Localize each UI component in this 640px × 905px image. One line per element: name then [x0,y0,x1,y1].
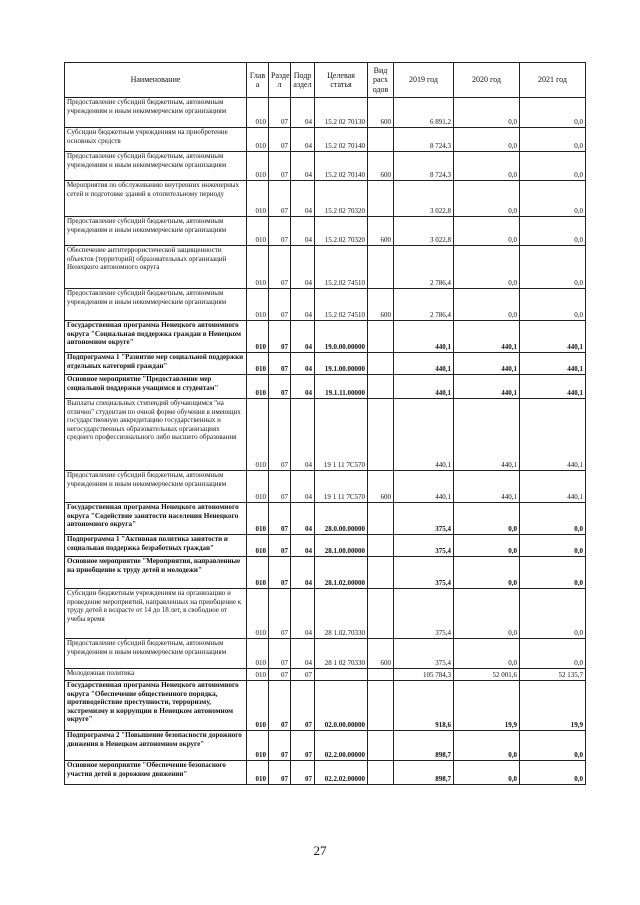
table-row [65,128,586,152]
cell-vid [368,353,394,375]
cell-vid [368,669,394,681]
cell-2021: 0,0 [520,761,586,785]
cell-2019: 375,4 [394,557,454,589]
cell-vid [368,375,394,399]
cell-razdel: 07 [269,353,291,375]
cell-glava: 010 [247,353,269,375]
cell-glava: 010 [247,471,269,503]
cell-vid: 600 [368,152,394,181]
cell-name: Государственная программа Ненецкого автономного округа "Обеспечение общественного порядка, противодействие преступности, терроризму, экстремизму и коррупции в Ненецком автономном округе" [65,681,247,731]
cell-2021: 0,0 [520,181,586,217]
cell-2019: 898,7 [394,761,454,785]
header-vid: Вид расх одов [368,63,394,98]
cell-name: Предоставление субсидий бюджетным, автономным учреждениям и иным некоммерческим организациям [65,289,247,321]
cell-2020: 0,0 [454,181,520,217]
cell-name: Предоставление субсидий бюджетным, автономным учреждениям и иным некоммерческим организациям [65,152,247,181]
table-row [65,731,586,761]
cell-2020: 0,0 [454,503,520,535]
cell-razdel: 07 [269,557,291,589]
cell-target: 15.2.02 74510 [315,246,368,289]
cell-2019: 3 022,8 [394,181,454,217]
table-row [65,246,586,289]
cell-glava: 010 [247,181,269,217]
cell-glava: 010 [247,289,269,321]
cell-2020: 440,1 [454,353,520,375]
cell-name: Основное мероприятие "Обеспечение безопасного участия детей в дорожном движении" [65,761,247,785]
cell-2019: 440,1 [394,399,454,471]
cell-2020: 0,0 [454,589,520,639]
table-row [65,761,586,785]
cell-podrazdel: 04 [291,152,315,181]
header-razdel: Разде л [269,63,291,98]
page-number: 27 [313,843,327,858]
cell-2020: 0,0 [454,246,520,289]
cell-glava: 010 [247,128,269,152]
cell-2021: 0,0 [520,535,586,557]
cell-2020: 0,0 [454,152,520,181]
cell-2019: 440,1 [394,353,454,375]
cell-glava: 010 [247,535,269,557]
cell-target: 19.0.00.00000 [315,321,368,353]
cell-glava: 010 [247,761,269,785]
cell-2021: 0,0 [520,289,586,321]
cell-target: 19.1.11.00000 [315,375,368,399]
cell-target: 28.1.00.00000 [315,535,368,557]
cell-2019: 440,1 [394,471,454,503]
table-row [65,639,586,669]
table-row [65,535,586,557]
cell-2020: 440,1 [454,471,520,503]
cell-podrazdel: 07 [291,761,315,785]
cell-podrazdel: 07 [291,681,315,731]
cell-glava: 010 [247,375,269,399]
cell-2021: 0,0 [520,503,586,535]
cell-vid: 600 [368,289,394,321]
cell-target: 19 1 11 7С570 [315,399,368,471]
cell-glava: 010 [247,246,269,289]
cell-2019: 2 786,4 [394,246,454,289]
cell-vid [368,246,394,289]
cell-glava: 010 [247,321,269,353]
cell-name: Молодежная политика [65,669,247,681]
cell-vid [368,321,394,353]
cell-2020: 19,9 [454,681,520,731]
table-row [65,217,586,246]
cell-name: Предоставление субсидий бюджетным, автономным учреждениям и иным некоммерческим организациям [65,217,247,246]
cell-name: Обеспечение антитеррористической защищенности объектов (территорий) образовательных организаций Ненецкого автономного округа [65,246,247,289]
cell-2019: 6 891,2 [394,98,454,128]
cell-2021: 0,0 [520,217,586,246]
cell-razdel: 07 [269,535,291,557]
cell-name: Основное мероприятие "Предоставление мер социальной поддержки учащимся и студентам" [65,375,247,399]
cell-2019: 440,1 [394,375,454,399]
cell-glava: 010 [247,152,269,181]
table-row [65,98,586,128]
cell-podrazdel: 04 [291,399,315,471]
cell-name: Государственная программа Ненецкого автономного округа "Содействие занятости населения Ненецкого автономного округа" [65,503,247,535]
cell-2021: 0,0 [520,98,586,128]
cell-2019: 918,6 [394,681,454,731]
cell-name: Выплаты специальных стипендий обучающимся "на отлично" студентам по очной форме обучения в имеющих государственную аккредитацию государственных и негосударственных образовательных организациях среднего профессионального либо высшего образования [65,399,247,471]
cell-razdel: 07 [269,639,291,669]
cell-podrazdel: 07 [291,731,315,761]
cell-2019: 375,4 [394,589,454,639]
cell-podrazdel: 04 [291,181,315,217]
cell-podrazdel: 04 [291,353,315,375]
table-row [65,375,586,399]
cell-glava: 010 [247,503,269,535]
cell-vid: 600 [368,471,394,503]
cell-vid [368,535,394,557]
cell-razdel: 07 [269,681,291,731]
cell-podrazdel: 04 [291,217,315,246]
cell-target: 02.2.00.00000 [315,731,368,761]
cell-2020: 440,1 [454,375,520,399]
cell-name: Подпрограмма 2 "Повышение безопасности дорожного движения в Ненецком автономном округе" [65,731,247,761]
cell-target: 28.1.02.00000 [315,557,368,589]
cell-podrazdel: 04 [291,639,315,669]
cell-podrazdel: 07 [291,669,315,681]
cell-razdel: 07 [269,589,291,639]
cell-2021: 0,0 [520,246,586,289]
cell-2021: 440,1 [520,399,586,471]
table-header-row [65,63,586,98]
cell-2019: 898,7 [394,731,454,761]
cell-2021: 0,0 [520,557,586,589]
cell-2020: 0,0 [454,128,520,152]
cell-2020: 0,0 [454,557,520,589]
header-podrazdel: Подр аздел [291,63,315,98]
cell-2021: 52 135,7 [520,669,586,681]
cell-2021: 440,1 [520,321,586,353]
cell-2019: 105 784,3 [394,669,454,681]
table-body [65,98,586,785]
cell-vid [368,761,394,785]
cell-2020: 0,0 [454,761,520,785]
cell-2021: 19,9 [520,681,586,731]
cell-glava: 010 [247,731,269,761]
cell-target: 19 1 11 7С570 [315,471,368,503]
cell-vid [368,731,394,761]
cell-vid: 600 [368,98,394,128]
cell-glava: 010 [247,589,269,639]
cell-target: 15.2 02 70140 [315,152,368,181]
cell-name: Подпрограмма 1 "Развитие мер социальной поддержки отдельных категорий граждан" [65,353,247,375]
cell-target [315,669,368,681]
header-2020: 2020 год [454,63,520,98]
cell-name: Государственная программа Ненецкого автономного округа "Социальная поддержка граждан в Ненецком автономном округе" [65,321,247,353]
cell-razdel: 07 [269,669,291,681]
cell-razdel: 07 [269,321,291,353]
cell-2019: 375,4 [394,639,454,669]
cell-vid [368,557,394,589]
budget-table [64,62,586,785]
header-target: Целевая статья [315,63,368,98]
cell-glava: 010 [247,681,269,731]
table-row [65,681,586,731]
cell-razdel: 07 [269,503,291,535]
cell-glava: 010 [247,639,269,669]
cell-target: 28 1.02.70330 [315,589,368,639]
cell-vid: 600 [368,639,394,669]
cell-vid: 600 [368,217,394,246]
table-row [65,471,586,503]
cell-2019: 3 022,8 [394,217,454,246]
cell-2020: 0,0 [454,639,520,669]
cell-name: Предоставление субсидий бюджетным, автономным учреждениям и иным некоммерческим организациям [65,471,247,503]
cell-2021: 440,1 [520,471,586,503]
cell-2019: 440,1 [394,321,454,353]
table-row [65,289,586,321]
cell-target: 02.0.00.00000 [315,681,368,731]
header-2021: 2021 год [520,63,586,98]
cell-target: 15.2 02 70140 [315,128,368,152]
cell-razdel: 07 [269,471,291,503]
cell-2020: 0,0 [454,289,520,321]
cell-podrazdel: 04 [291,589,315,639]
cell-name: Субсидии бюджетным учреждениям на приобретение основных средств [65,128,247,152]
cell-2019: 2 786,4 [394,289,454,321]
cell-glava: 010 [247,669,269,681]
cell-name: Мероприятия по обслуживанию внутренних инженерных сетей и подготовке зданий к отопительному периоду [65,181,247,217]
cell-2021: 0,0 [520,639,586,669]
cell-razdel: 07 [269,731,291,761]
cell-2019: 375,4 [394,535,454,557]
cell-2020: 0,0 [454,98,520,128]
cell-podrazdel: 04 [291,321,315,353]
cell-podrazdel: 04 [291,246,315,289]
cell-podrazdel: 04 [291,375,315,399]
cell-target: 15.2 02 70130 [315,98,368,128]
cell-name: Субсидии бюджетным учреждениям на организацию и проведение мероприятий, направленных на приобщение к труду детей в возрасте от 14 до 18 лет, в свободное от учебы время [65,589,247,639]
cell-podrazdel: 04 [291,128,315,152]
table-row [65,321,586,353]
cell-2020: 440,1 [454,399,520,471]
header-name: Наименование [65,63,247,98]
cell-podrazdel: 04 [291,503,315,535]
table-row [65,181,586,217]
cell-glava: 010 [247,98,269,128]
header-2019: 2019 год [394,63,454,98]
table-row [65,353,586,375]
cell-2020: 52 001,6 [454,669,520,681]
cell-2021: 440,1 [520,353,586,375]
table-row [65,152,586,181]
cell-2021: 0,0 [520,589,586,639]
header-glava: Глав а [247,63,269,98]
table-row [65,557,586,589]
cell-glava: 010 [247,399,269,471]
cell-target: 15.2.02 70320 [315,217,368,246]
cell-name: Предоставление субсидий бюджетным, автономным учреждениям и иным некоммерческим организациям [65,98,247,128]
cell-podrazdel: 04 [291,557,315,589]
cell-glava: 010 [247,557,269,589]
cell-2021: 0,0 [520,152,586,181]
cell-razdel: 07 [269,246,291,289]
cell-vid [368,681,394,731]
cell-razdel: 07 [269,399,291,471]
cell-podrazdel: 04 [291,535,315,557]
cell-razdel: 07 [269,98,291,128]
table-row [65,399,586,471]
cell-target: 15.2 02 70320 [315,181,368,217]
cell-2019: 8 724,3 [394,152,454,181]
cell-target: 02.2.02.00000 [315,761,368,785]
cell-podrazdel: 04 [291,471,315,503]
cell-2020: 0,0 [454,217,520,246]
cell-2019: 8 724,3 [394,128,454,152]
cell-2020: 440,1 [454,321,520,353]
cell-razdel: 07 [269,761,291,785]
cell-podrazdel: 04 [291,289,315,321]
cell-podrazdel: 04 [291,98,315,128]
cell-2020: 0,0 [454,535,520,557]
cell-target: 15.2 02 74510 [315,289,368,321]
table-row [65,503,586,535]
cell-razdel: 07 [269,217,291,246]
cell-name: Основное мероприятие "Мероприятия, направленные на приобщение к труду детей и молодежи" [65,557,247,589]
cell-2019: 375,4 [394,503,454,535]
cell-razdel: 07 [269,152,291,181]
cell-name: Подпрограмма 1 "Активная политика занятости и социальная поддержка безработных граждан" [65,535,247,557]
cell-target: 28.0.00.00000 [315,503,368,535]
cell-vid [368,128,394,152]
cell-target: 19.1.00.00000 [315,353,368,375]
cell-vid [368,589,394,639]
cell-2020: 0,0 [454,731,520,761]
cell-razdel: 07 [269,375,291,399]
cell-vid [368,181,394,217]
cell-vid [368,399,394,471]
cell-2021: 0,0 [520,128,586,152]
cell-2021: 440,1 [520,375,586,399]
cell-razdel: 07 [269,128,291,152]
table-row [65,669,586,681]
cell-vid [368,503,394,535]
cell-razdel: 07 [269,289,291,321]
cell-razdel: 07 [269,181,291,217]
table-row [65,589,586,639]
cell-name: Предоставление субсидий бюджетным, автономным учреждениям и иным некоммерческим организациям [65,639,247,669]
cell-glava: 010 [247,217,269,246]
cell-target: 28 1 02 70330 [315,639,368,669]
cell-2021: 0,0 [520,731,586,761]
